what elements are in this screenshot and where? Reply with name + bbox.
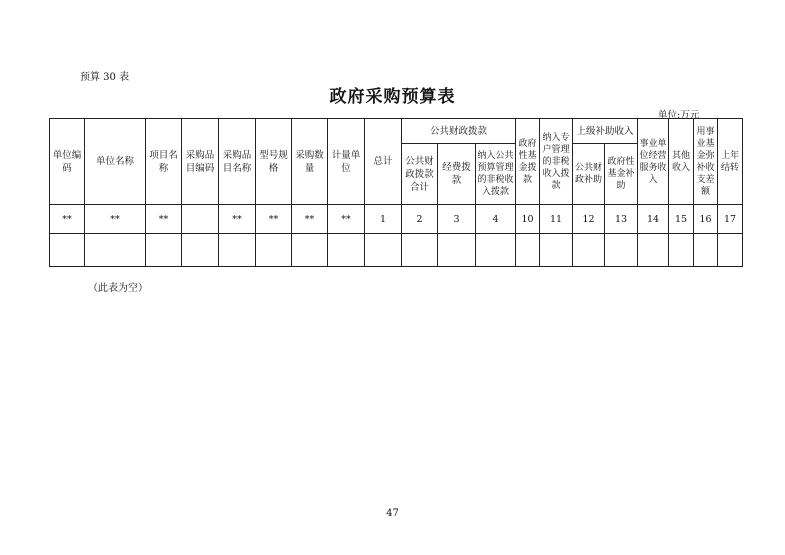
data-cell: [516, 234, 540, 267]
header-fee-allocation: 经费拨款: [438, 144, 476, 205]
data-cell: [718, 234, 743, 267]
header-quantity: 采购数量: [292, 119, 328, 205]
page-number: 47: [386, 508, 399, 519]
data-cell: [638, 234, 669, 267]
data-cell: [328, 234, 365, 267]
code-cell: 14: [638, 205, 669, 234]
data-cell: [540, 234, 573, 267]
data-cell: [256, 234, 292, 267]
code-cell: 2: [402, 205, 438, 234]
data-cell: [573, 234, 605, 267]
data-cell: [476, 234, 516, 267]
data-cell: [605, 234, 638, 267]
code-cell: 17: [718, 205, 743, 234]
code-cell: **: [50, 205, 85, 234]
unit-label: 单位:万元: [658, 110, 700, 121]
data-cell: [694, 234, 718, 267]
code-cell: **: [292, 205, 328, 234]
empty-table-note: （此表为空）: [88, 283, 148, 294]
code-cell: 13: [605, 205, 638, 234]
page-title: 政府采购预算表: [329, 87, 456, 107]
code-cell: 4: [476, 205, 516, 234]
code-cell: 11: [540, 205, 573, 234]
data-cell: [292, 234, 328, 267]
procurement-budget-table: [49, 118, 743, 267]
data-cell: [402, 234, 438, 267]
header-nontax-special: 纳入专户管理的非税收入拨款: [540, 119, 573, 205]
code-cell: 10: [516, 205, 540, 234]
header-nontax-in-budget: 纳入公共预算管理的非税收入拨款: [476, 144, 516, 205]
header-superior-subsidy: 上级补助收入: [573, 119, 638, 144]
header-reserve-fund: 用事业基金弥补收支差额: [694, 119, 718, 205]
code-cell: 1: [365, 205, 402, 234]
data-cell: [85, 234, 146, 267]
header-measure-unit: 计量单位: [328, 119, 365, 205]
data-cell: [219, 234, 256, 267]
code-cell: **: [256, 205, 292, 234]
code-cell: **: [146, 205, 182, 234]
code-cell: 16: [694, 205, 718, 234]
header-item-code: 采购品目编码: [182, 119, 219, 205]
data-cell: [438, 234, 476, 267]
header-unit-code: 单位编码: [50, 119, 85, 205]
code-cell: 3: [438, 205, 476, 234]
header-public-finance: 公共财政拨款: [402, 119, 516, 144]
data-cell: [365, 234, 402, 267]
column-code-row: [50, 205, 743, 234]
code-cell: **: [85, 205, 146, 234]
code-cell: 15: [669, 205, 694, 234]
header-unit-name: 单位名称: [85, 119, 146, 205]
data-cell: [146, 234, 182, 267]
table-row: [50, 234, 743, 267]
header-model: 型号规格: [256, 119, 292, 205]
header-project-name: 项目名称: [146, 119, 182, 205]
data-cell: [182, 234, 219, 267]
code-cell: 12: [573, 205, 605, 234]
header-public-finance-total: 公共财政拨款合计: [402, 144, 438, 205]
header-other-income: 其他收入: [669, 119, 694, 205]
header-gov-fund: 政府性基金拨款: [516, 119, 540, 205]
header-public-subsidy: 公共财政补助: [573, 144, 605, 205]
header-gov-fund-subsidy: 政府性基金补助: [605, 144, 638, 205]
header-business-income: 事业单位经营服务收入: [638, 119, 669, 205]
header-item-name: 采购品目名称: [219, 119, 256, 205]
header-total: 总计: [365, 119, 402, 205]
header-carryover: 上年结转: [718, 119, 743, 205]
code-cell: **: [219, 205, 256, 234]
data-cell: [669, 234, 694, 267]
code-cell: **: [328, 205, 365, 234]
data-cell: [50, 234, 85, 267]
table-label: 预算 30 表: [80, 72, 130, 83]
code-cell: [182, 205, 219, 234]
